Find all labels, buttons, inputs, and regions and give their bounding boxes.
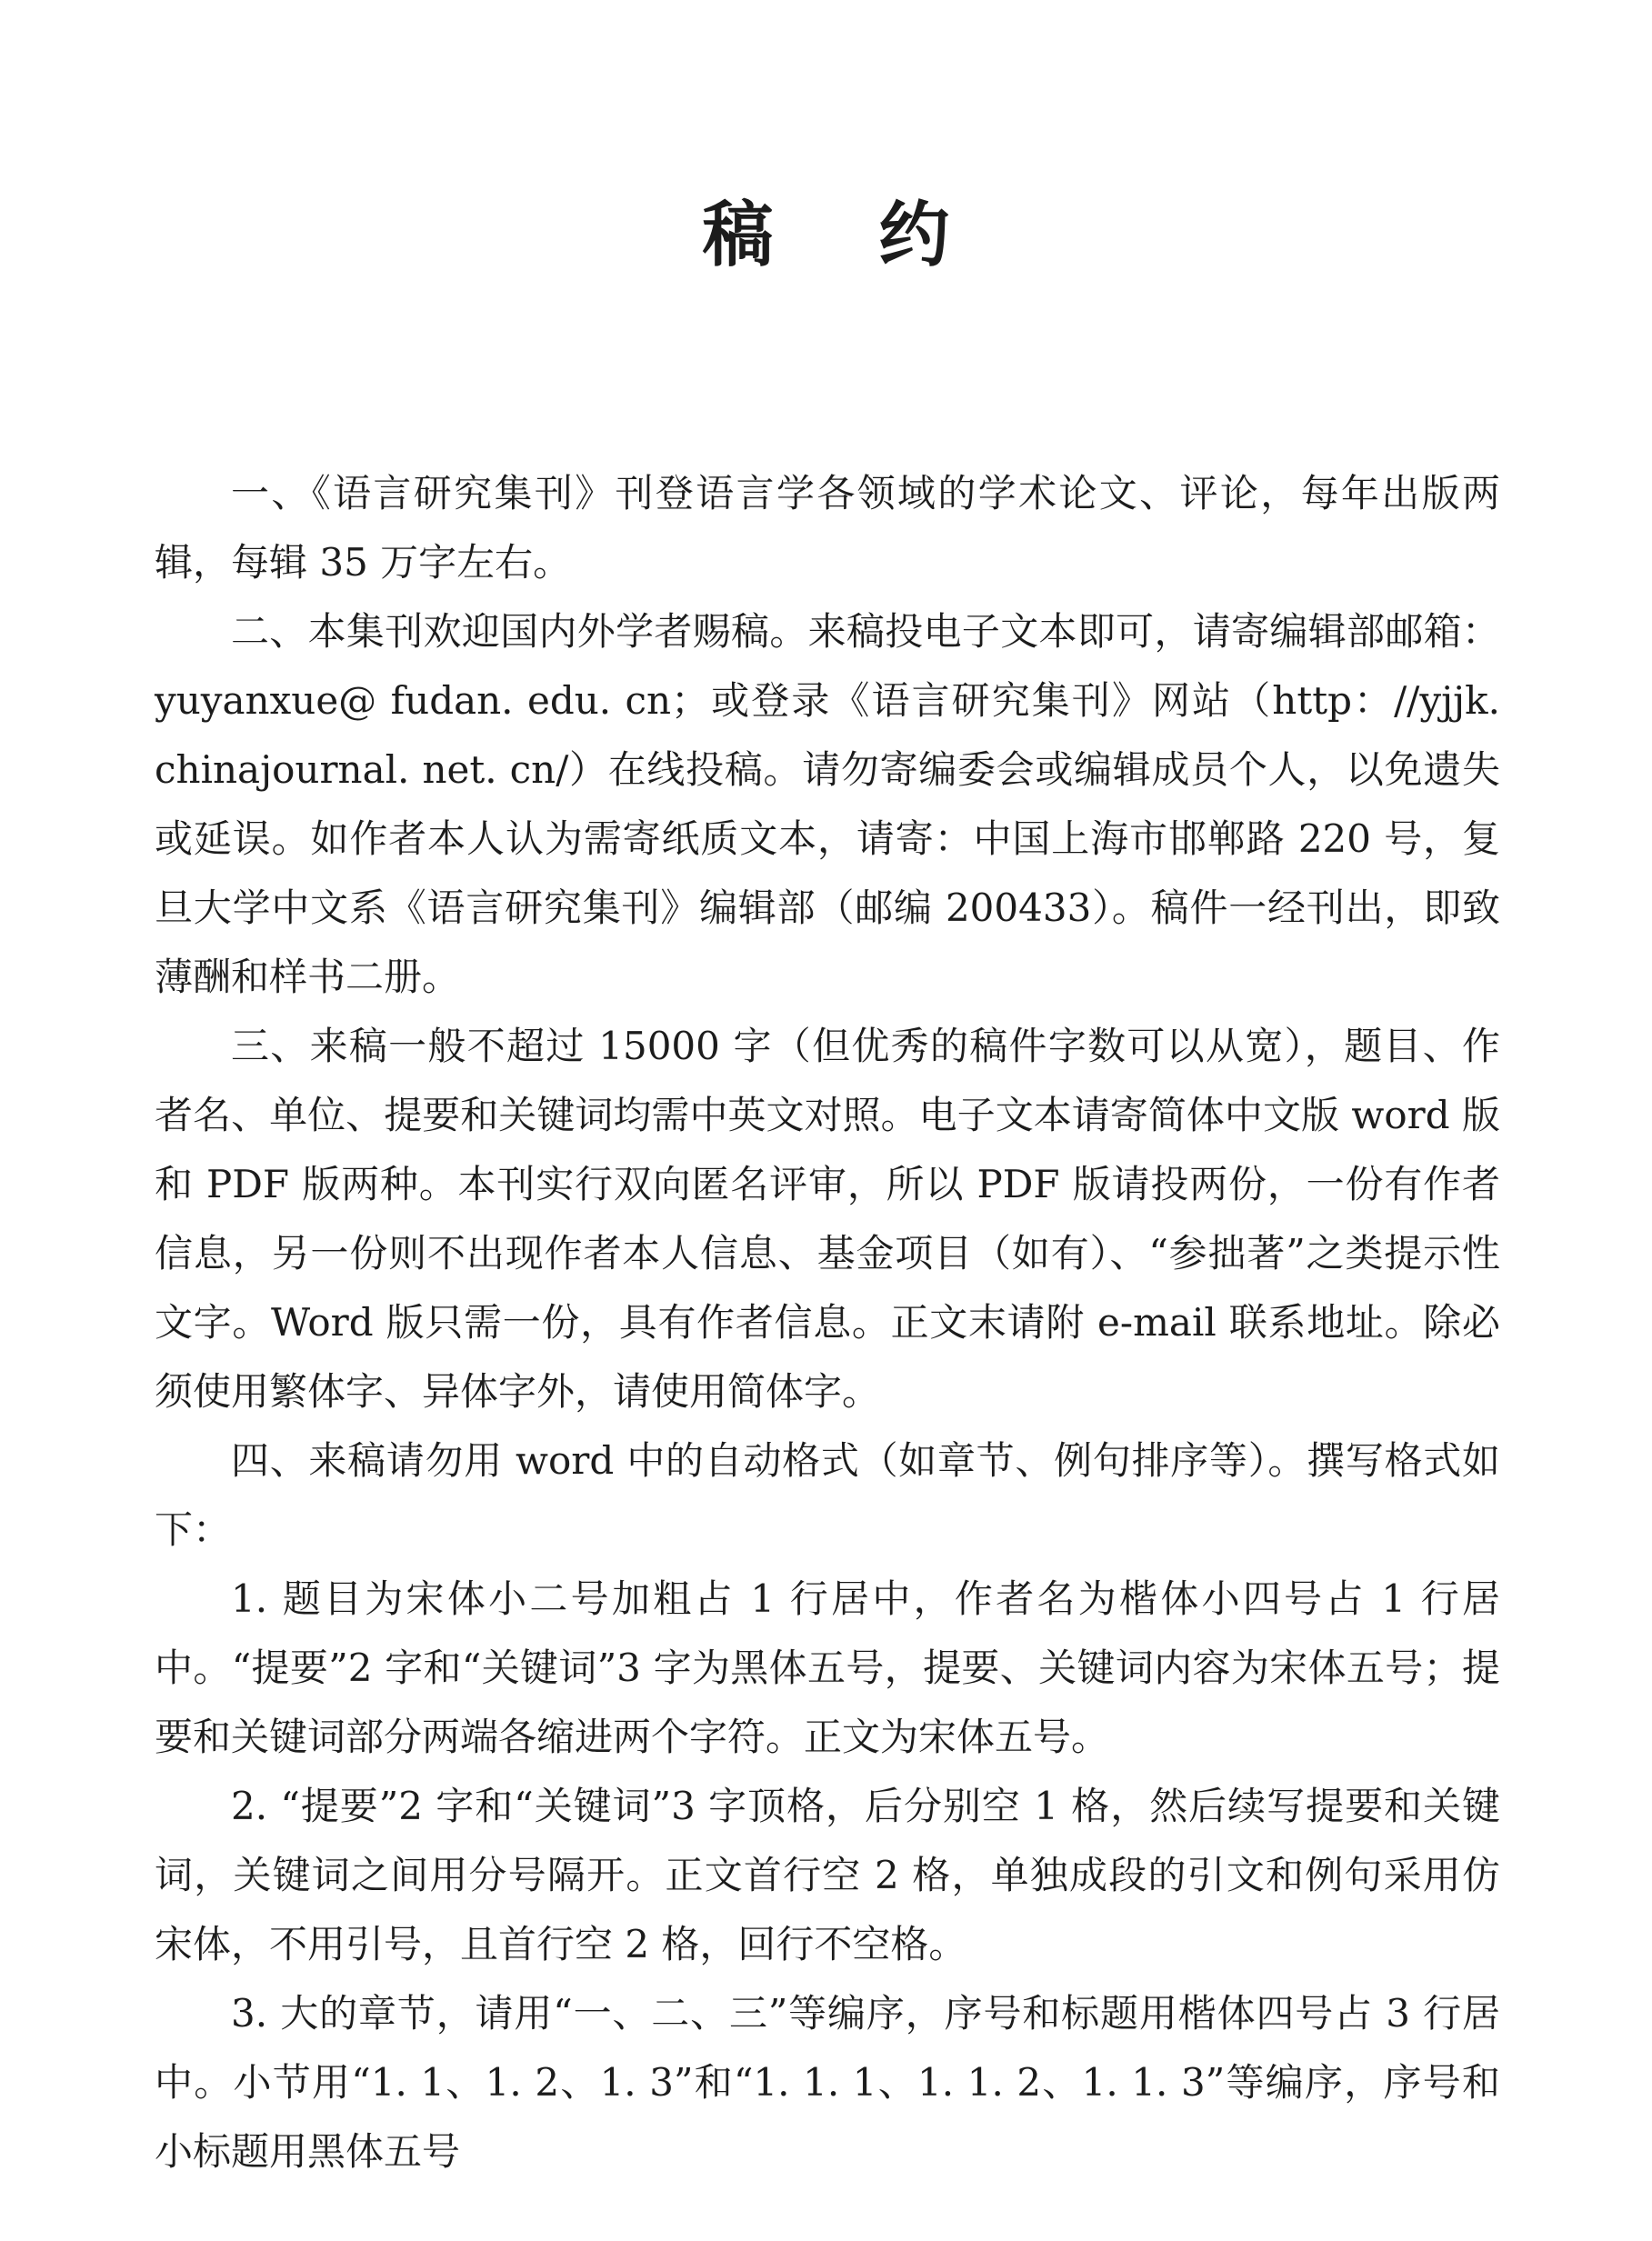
paragraph-4: 四、来稿请勿用 word 中的自动格式（如章节、例句排序等）。撰写格式如下： [155, 1438, 1500, 1552]
paragraph-2: 二、本集刊欢迎国内外学者赐稿。来稿投电子文本即可，请寄编辑部邮箱：yuyanxue@ fudan. edu. cn；或登录《语言研究集刊》网站（http：//yjjk. chinajournal. net. cn/）在线投稿。请勿寄编委会或编辑成员个人，以免遗失或延误。如作者本人认为需寄纸质文本，请寄：中国上海市邯郸路 220 号，复旦大学中文系《语言研究集刊》编辑部（邮编 200433）。稿件一经刊出，即致薄酬和样书二册。 [155, 609, 1500, 999]
document-body [155, 459, 1500, 2186]
page-title [0, 193, 1652, 278]
paragraph-7: 3. 大的章节，请用“一、二、三”等编序，序号和标题用楷体四号占 3 行居中。小节用“1. 1、1. 2、1. 3”和“1. 1. 1、1. 1. 2、1. 1. 3”等编序，序号和小标题用黑体五号 [155, 1991, 1500, 2174]
paragraph-1: 一、《语言研究集刊》刊登语言学各领域的学术论文、评论，每年出版两辑，每辑 35 万字左右。 [155, 471, 1500, 585]
paragraph-5: 1. 题目为宋体小二号加粗占 1 行居中，作者名为楷体小四号占 1 行居中。“提要”2 字和“关键词”3 字为黑体五号，提要、关键词内容为宋体五号；提要和关键词部分两端各缩进两个字符。正文为宋体五号。 [155, 1576, 1500, 1759]
title-char-1: 稿 [702, 194, 774, 276]
paragraph-6: 2. “提要”2 字和“关键词”3 字顶格，后分别空 1 格，然后续写提要和关键词，关键词之间用分号隔开。正文首行空 2 格，单独成段的引文和例句采用仿宋体，不用引号，且首行空 2 格，回行不空格。 [155, 1784, 1500, 1966]
paragraph-3: 三、来稿一般不超过 15000 字（但优秀的稿件字数可以从宽），题目、作者名、单位、提要和关键词均需中英文对照。电子文本请寄简体中文版 word 版和 PDF 版两种。本刊实行双向匿名评审，所以 PDF 版请投两份，一份有作者信息，另一份则不出现作者本人信息、基金项目（如有）、“参拙著”之类提示性文字。Word 版只需一份，具有作者信息。正文末请附 e-mail 联系地址。除必须使用繁体字、异体字外，请使用简体字。 [155, 1024, 1500, 1414]
title-char-2: 约 [878, 194, 950, 276]
